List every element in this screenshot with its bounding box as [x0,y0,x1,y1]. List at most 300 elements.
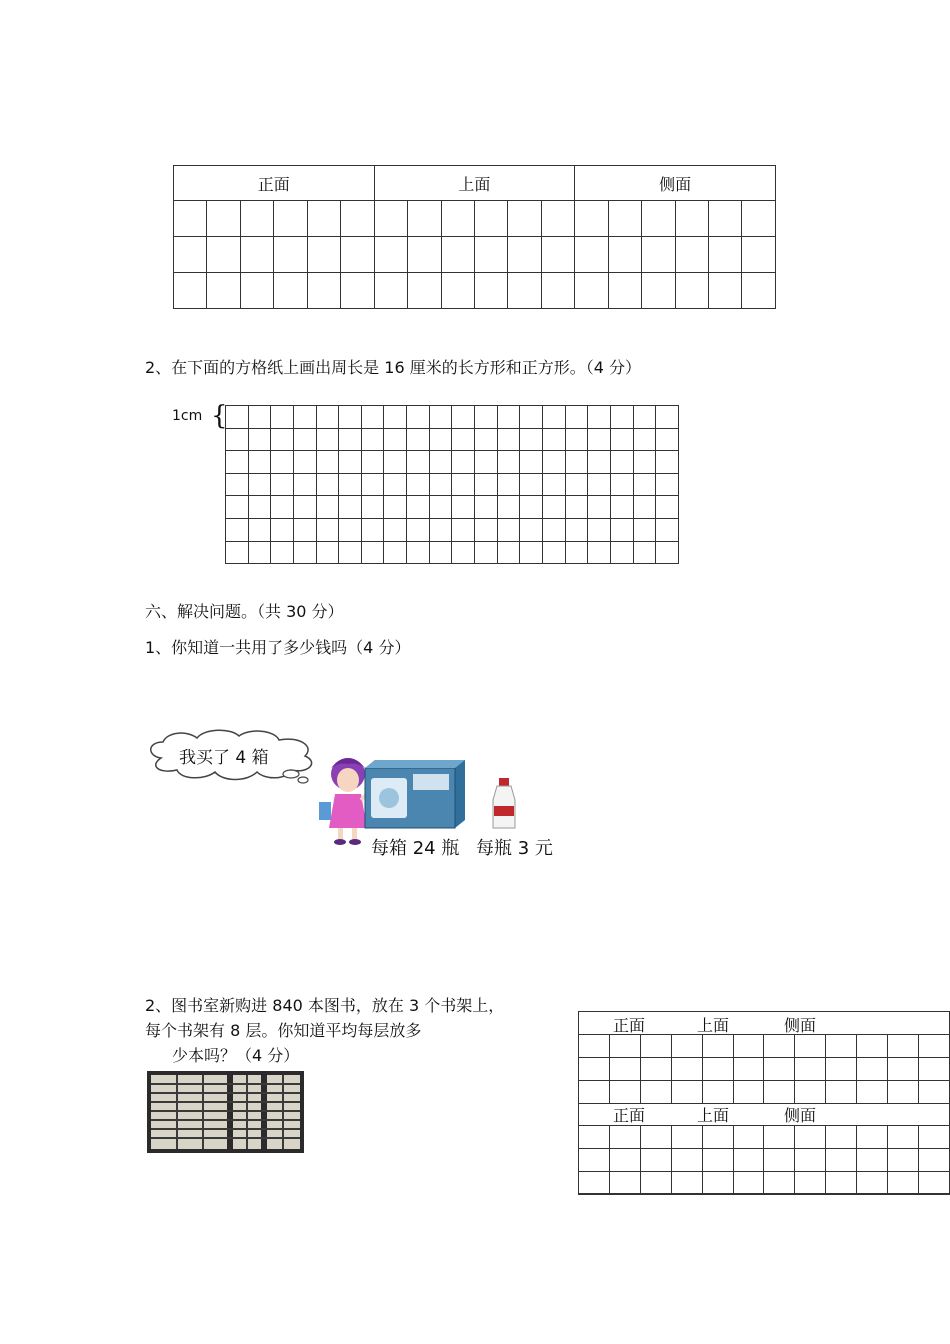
side-grid-cell[interactable] [671,1149,702,1172]
side-grid-cell[interactable] [733,1149,764,1172]
side-grid-cell[interactable] [702,1149,733,1172]
grid-cell[interactable] [307,273,340,309]
side-grid-cell[interactable] [795,1172,826,1195]
side-grid-cell[interactable] [857,1058,888,1081]
grid-paper-cell[interactable] [248,541,271,564]
grid-paper-cell[interactable] [384,496,407,519]
grid-paper-cell[interactable] [248,473,271,496]
side-grid-cell[interactable] [671,1126,702,1149]
side-grid-block-1[interactable] [578,1034,950,1104]
milk-box-icon [365,760,465,828]
grid-paper-cell[interactable] [429,451,452,474]
grid-paper-cell[interactable] [610,428,633,451]
grid-cell[interactable] [341,237,374,273]
side-grid-cell[interactable] [702,1172,733,1195]
three-view-grid-row [174,273,776,309]
grid-paper-cell[interactable] [339,518,362,541]
grid-paper-cell[interactable] [452,541,475,564]
side-grid-cell[interactable] [918,1149,949,1172]
side-grid-cell[interactable] [609,1081,640,1104]
grid-paper-cell[interactable] [588,451,611,474]
grid-cell[interactable] [174,201,207,237]
grid-paper-cell[interactable] [542,518,565,541]
side-grid-cell[interactable] [609,1035,640,1058]
grid-paper-cell[interactable] [407,473,430,496]
grid-paper-cell[interactable] [656,406,679,429]
grid-paper-cell[interactable] [339,541,362,564]
side-grid-cell[interactable] [702,1126,733,1149]
grid-paper-cell[interactable] [452,406,475,429]
three-view-grid-body [174,201,776,309]
grid-cell[interactable] [675,273,708,309]
grid-paper-cell[interactable] [452,473,475,496]
side-grid-cell[interactable] [826,1126,857,1149]
grid-cell[interactable] [474,201,507,237]
side-grid-cell[interactable] [733,1058,764,1081]
grid-paper-cell[interactable] [542,473,565,496]
grid-paper-cell[interactable] [429,428,452,451]
grid-paper-cell[interactable] [429,496,452,519]
side-grid-cell[interactable] [579,1081,610,1104]
side-grid-cell[interactable] [918,1172,949,1195]
side-grid-cell[interactable] [733,1126,764,1149]
grid-paper-cell[interactable] [542,406,565,429]
grid-paper-cell[interactable] [610,541,633,564]
grid-paper-cell[interactable] [542,451,565,474]
grid-cell[interactable] [174,237,207,273]
side-grid-cell[interactable] [888,1172,919,1195]
grid-paper-cell[interactable] [497,473,520,496]
side-grid-cell[interactable] [640,1035,671,1058]
side-grid-cell[interactable] [888,1126,919,1149]
grid-cell[interactable] [274,237,307,273]
grid-paper-cell[interactable] [475,541,498,564]
grid-cell[interactable] [307,201,340,237]
side-grid-cell[interactable] [764,1126,795,1149]
grid-paper-cell[interactable] [588,428,611,451]
grid-paper-cell[interactable] [520,451,543,474]
grid-cell[interactable] [408,237,441,273]
grid-paper-cell[interactable] [475,496,498,519]
grid-paper-cell[interactable] [407,406,430,429]
grid-paper-cell[interactable] [610,473,633,496]
grid-paper-cell[interactable] [475,406,498,429]
grid-paper-cell[interactable] [361,473,384,496]
grid-paper-cell[interactable] [497,518,520,541]
grid-cell[interactable] [240,237,273,273]
side-grid-cell[interactable] [579,1126,610,1149]
side-grid-cell[interactable] [826,1058,857,1081]
grid-paper-cell[interactable] [520,496,543,519]
grid-paper-cell[interactable] [565,518,588,541]
grid-cell[interactable] [642,237,675,273]
problem-2-line-2: 每个书架有 8 层。你知道平均每层放多 [145,1021,422,1040]
grid-paper-cell[interactable] [339,428,362,451]
side-grid-cell[interactable] [918,1058,949,1081]
side-grid-cell[interactable] [640,1149,671,1172]
grid-paper-cell[interactable] [565,473,588,496]
grid-paper-cell[interactable] [339,473,362,496]
grid-cell[interactable] [474,237,507,273]
problem-2-line-3: 少本吗？（4 分） [172,1046,300,1065]
grid-cell[interactable] [274,273,307,309]
side-grid-cell[interactable] [640,1126,671,1149]
grid-cell[interactable] [742,237,776,273]
grid-paper-cell[interactable] [407,451,430,474]
grid-paper-cell[interactable] [226,541,249,564]
side-grid-block-2[interactable] [578,1125,950,1195]
grid-paper-cell[interactable] [656,428,679,451]
grid-cell[interactable] [374,273,407,309]
grid-paper-cell[interactable] [497,451,520,474]
grid-paper-cell[interactable] [226,473,249,496]
side-header-side: 侧面 [784,1016,817,1035]
grid-paper-cell[interactable] [542,541,565,564]
side-grid-cell[interactable] [857,1035,888,1058]
grid-paper-cell[interactable] [520,428,543,451]
grid-cell[interactable] [675,201,708,237]
grid-paper-cell[interactable] [588,518,611,541]
side-grid-cell[interactable] [733,1081,764,1104]
side-grid-row [579,1126,950,1149]
grid-paper-cell[interactable] [316,541,339,564]
grid-cell[interactable] [207,201,240,237]
grid-cell[interactable] [508,201,541,237]
side-grid-cell[interactable] [579,1058,610,1081]
side-grid-cell[interactable] [609,1149,640,1172]
three-view-header-row [174,166,776,201]
grid-paper-cell[interactable] [429,406,452,429]
speech-text: 我买了 4 箱 [179,748,269,768]
grid-paper-cell[interactable] [271,518,294,541]
grid-cell[interactable] [207,273,240,309]
grid-paper-cell[interactable] [361,496,384,519]
grid-cell[interactable] [709,201,742,237]
grid-paper-cell[interactable] [656,541,679,564]
grid-cell[interactable] [408,273,441,309]
side-grid-cell[interactable] [918,1035,949,1058]
grid-paper-cell[interactable] [520,473,543,496]
grid-cell[interactable] [575,237,608,273]
scale-label: 1cm [172,408,203,424]
grid-paper-cell[interactable] [339,451,362,474]
header-side: 侧面 [575,166,776,201]
grid-paper-cell[interactable] [384,518,407,541]
grid-paper-cell[interactable] [361,451,384,474]
bookshelf-image [147,1071,304,1153]
grid-cell[interactable] [174,273,207,309]
grid-cell[interactable] [508,273,541,309]
grid-cell[interactable] [240,273,273,309]
grid-cell[interactable] [541,237,574,273]
grid-paper-cell[interactable] [316,428,339,451]
side-header-top-2: 上面 [697,1106,730,1125]
grid-cell[interactable] [341,273,374,309]
side-grid-cell[interactable] [671,1058,702,1081]
grid-paper-cell[interactable] [339,406,362,429]
grid-paper-cell[interactable] [588,473,611,496]
grid-paper-cell[interactable] [429,541,452,564]
grid-paper-cell[interactable] [565,451,588,474]
side-grid-cell[interactable] [888,1058,919,1081]
grid-paper-cell[interactable] [656,451,679,474]
grid-paper-row [226,406,679,429]
problem-2-line-1: 2、图书室新购进 840 本图书，放在 3 个书架上， [145,996,505,1015]
grid-paper-cell[interactable] [248,428,271,451]
side-grid-cell[interactable] [764,1035,795,1058]
grid-cell[interactable] [508,237,541,273]
side-grid-cell[interactable] [579,1172,610,1195]
grid-paper-cell[interactable] [339,496,362,519]
grid-paper-cell[interactable] [316,518,339,541]
grid-cell[interactable] [441,273,474,309]
side-grid-cell[interactable] [609,1126,640,1149]
grid-paper-cell[interactable] [316,496,339,519]
grid-paper-cell[interactable] [588,541,611,564]
grid-cell[interactable] [307,237,340,273]
side-grid-cell[interactable] [702,1035,733,1058]
grid-paper-cell[interactable] [565,406,588,429]
grid-cell[interactable] [608,237,641,273]
side-grid-cell[interactable] [826,1172,857,1195]
grid-paper-cell[interactable] [565,541,588,564]
grid-paper-cell[interactable] [475,473,498,496]
grid-paper-cell[interactable] [520,518,543,541]
grid-paper-cell[interactable] [407,518,430,541]
grid-paper-cell[interactable] [497,406,520,429]
side-grid-cell[interactable] [888,1081,919,1104]
grid-paper-cell[interactable] [248,451,271,474]
grid-paper-cell[interactable] [271,451,294,474]
grid-paper-cell[interactable] [316,473,339,496]
grid-paper-cell[interactable] [248,406,271,429]
grid-paper-cell[interactable] [384,428,407,451]
grid-paper-cell[interactable] [633,451,656,474]
grid-paper-cell[interactable] [271,496,294,519]
grid-paper-cell[interactable] [384,406,407,429]
three-view-grid-row [174,237,776,273]
grid-paper-cell[interactable] [316,406,339,429]
grid-cell[interactable] [642,273,675,309]
grid-cell[interactable] [575,273,608,309]
side-grid-cell[interactable] [857,1081,888,1104]
grid-paper-cell[interactable] [271,406,294,429]
grid-paper-cell[interactable] [293,496,316,519]
grid-paper-cell[interactable] [633,406,656,429]
side-grid-cell[interactable] [795,1081,826,1104]
problem-1-text: 1、你知道一共用了多少钱吗（4 分） [145,638,411,657]
grid-cell[interactable] [441,237,474,273]
grid-paper-cell[interactable] [610,451,633,474]
grid-paper-cell[interactable] [271,428,294,451]
side-grid-cell[interactable] [795,1149,826,1172]
grid-paper-cell[interactable] [407,496,430,519]
grid-cell[interactable] [709,237,742,273]
side-grid-cell[interactable] [826,1035,857,1058]
side-grid-cell[interactable] [640,1058,671,1081]
grid-paper-cell[interactable] [226,451,249,474]
grid-paper-cell[interactable] [520,406,543,429]
grid-paper-cell[interactable] [633,541,656,564]
grid-paper-cell[interactable] [588,496,611,519]
milk-bottle-icon [493,778,515,828]
grid-cell[interactable] [709,273,742,309]
grid-cell[interactable] [608,201,641,237]
grid-paper-cell[interactable] [384,541,407,564]
grid-paper-cell[interactable] [475,428,498,451]
grid-paper-cell[interactable] [248,496,271,519]
grid-paper-cell[interactable] [271,541,294,564]
side-grid-cell[interactable] [609,1172,640,1195]
side-grid-cell[interactable] [888,1149,919,1172]
grid-paper-cell[interactable] [610,518,633,541]
side-grid-cell[interactable] [764,1081,795,1104]
grid-paper-row [226,428,679,451]
grid-paper-cell[interactable] [475,518,498,541]
side-header-top: 上面 [697,1016,730,1035]
grid-paper-cell[interactable] [361,518,384,541]
grid-cell[interactable] [374,201,407,237]
square-grid-paper[interactable] [225,405,679,564]
grid-paper-cell[interactable] [384,473,407,496]
grid-cell[interactable] [441,201,474,237]
grid-cell[interactable] [642,201,675,237]
grid-paper-cell[interactable] [633,428,656,451]
side-grid-cell[interactable] [671,1081,702,1104]
grid-paper-cell[interactable] [226,518,249,541]
grid-paper-cell[interactable] [565,496,588,519]
side-grid-cell[interactable] [702,1081,733,1104]
grid-paper-cell[interactable] [361,428,384,451]
grid-cell[interactable] [240,201,273,237]
grid-cell[interactable] [608,273,641,309]
grid-paper-cell[interactable] [633,518,656,541]
grid-paper-cell[interactable] [407,428,430,451]
grid-paper-cell[interactable] [384,451,407,474]
side-grid-cell[interactable] [640,1172,671,1195]
grid-paper-cell[interactable] [361,406,384,429]
grid-paper-cell[interactable] [588,406,611,429]
grid-paper-cell[interactable] [497,428,520,451]
grid-paper-cell[interactable] [429,518,452,541]
grid-paper-cell[interactable] [656,496,679,519]
side-grid-cell[interactable] [857,1126,888,1149]
grid-paper-cell[interactable] [293,473,316,496]
side-grid-cell[interactable] [579,1149,610,1172]
grid-paper-cell[interactable] [293,518,316,541]
grid-cell[interactable] [474,273,507,309]
grid-paper-cell[interactable] [565,428,588,451]
side-grid-cell[interactable] [826,1081,857,1104]
grid-paper-cell[interactable] [497,541,520,564]
brace-icon: { [211,401,228,431]
side-grid-cell[interactable] [918,1081,949,1104]
grid-paper-cell[interactable] [452,518,475,541]
side-grid-cell[interactable] [764,1149,795,1172]
grid-paper-cell[interactable] [656,473,679,496]
grid-cell[interactable] [207,237,240,273]
side-grid-cell[interactable] [795,1058,826,1081]
girl-icon [319,758,371,845]
side-header-front: 正面 [613,1016,646,1035]
grid-paper-cell[interactable] [610,406,633,429]
grid-cell[interactable] [675,237,708,273]
grid-paper-cell[interactable] [452,451,475,474]
three-view-table [173,165,776,309]
side-grid-cell[interactable] [857,1149,888,1172]
grid-cell[interactable] [274,201,307,237]
side-grid-row [579,1149,950,1172]
side-grid-cell[interactable] [609,1058,640,1081]
side-grid-cell[interactable] [671,1172,702,1195]
grid-cell[interactable] [374,237,407,273]
question-2-text: 2、在下面的方格纸上画出周长是 16 厘米的长方形和正方形。（4 分） [145,358,641,377]
grid-paper-cell[interactable] [226,496,249,519]
side-grid-cell[interactable] [888,1035,919,1058]
grid-cell[interactable] [742,201,776,237]
grid-paper-cell[interactable] [271,473,294,496]
side-grid-cell[interactable] [918,1126,949,1149]
header-front: 正面 [174,166,375,201]
header-top: 上面 [374,166,575,201]
grid-paper-cell[interactable] [633,473,656,496]
grid-paper-cell[interactable] [293,428,316,451]
side-grid-cell[interactable] [671,1035,702,1058]
side-grid-cell[interactable] [826,1149,857,1172]
grid-cell[interactable] [541,273,574,309]
grid-paper-cell[interactable] [248,518,271,541]
grid-paper-cell[interactable] [452,496,475,519]
grid-paper-cell[interactable] [316,451,339,474]
side-grid-cell[interactable] [579,1035,610,1058]
grid-paper-cell[interactable] [226,406,249,429]
grid-cell[interactable] [341,201,374,237]
side-grid-cell[interactable] [764,1172,795,1195]
side-grid-cell[interactable] [764,1058,795,1081]
grid-paper-cell[interactable] [520,541,543,564]
grid-cell[interactable] [742,273,776,309]
grid-paper-cell[interactable] [293,406,316,429]
grid-cell[interactable] [408,201,441,237]
side-grid-row [579,1035,950,1058]
side-grid-cell[interactable] [733,1035,764,1058]
grid-paper-cell[interactable] [656,518,679,541]
grid-paper-cell[interactable] [226,428,249,451]
side-grid-cell[interactable] [795,1126,826,1149]
grid-cell[interactable] [575,201,608,237]
side-grid-cell[interactable] [857,1172,888,1195]
side-grid-cell[interactable] [640,1081,671,1104]
grid-paper-cell[interactable] [542,496,565,519]
grid-paper-cell[interactable] [542,428,565,451]
grid-paper-cell[interactable] [293,451,316,474]
grid-paper-cell[interactable] [429,473,452,496]
side-grid-cell[interactable] [795,1035,826,1058]
grid-paper-cell[interactable] [452,428,475,451]
grid-paper-row [226,473,679,496]
grid-paper-cell[interactable] [497,496,520,519]
grid-paper-cell[interactable] [475,451,498,474]
grid-paper-cell[interactable] [361,541,384,564]
grid-paper-cell[interactable] [610,496,633,519]
side-grid-cell[interactable] [733,1172,764,1195]
grid-paper-cell[interactable] [633,496,656,519]
side-grid-cell[interactable] [702,1058,733,1081]
grid-paper-cell[interactable] [293,541,316,564]
side-grid-row [579,1058,950,1081]
grid-cell[interactable] [541,201,574,237]
grid-paper-cell[interactable] [407,541,430,564]
